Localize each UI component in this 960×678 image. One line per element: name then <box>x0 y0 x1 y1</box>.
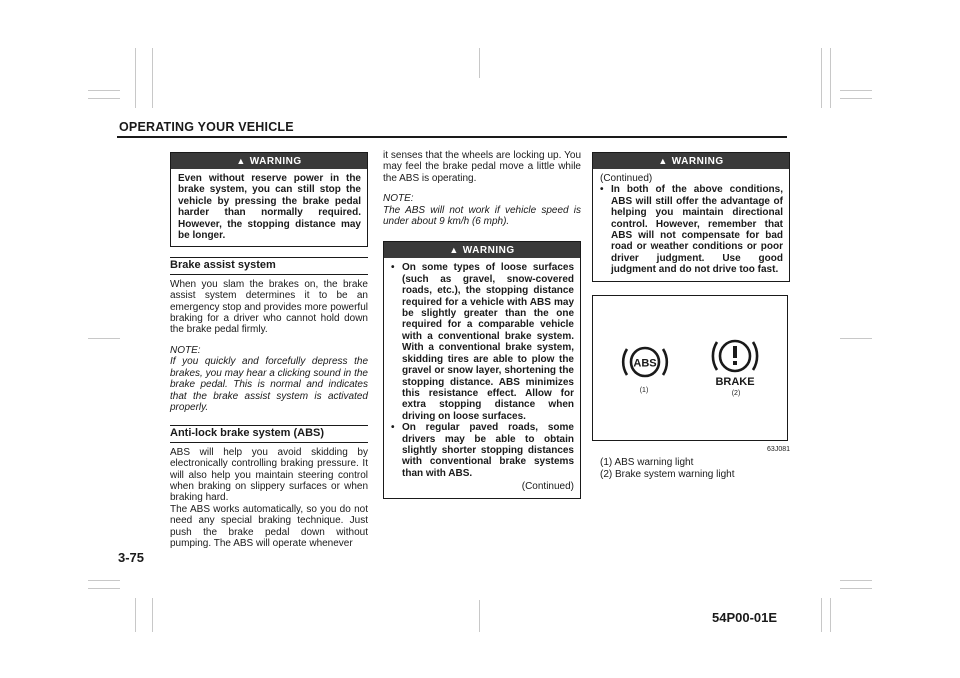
bullet-icon: • <box>391 262 395 274</box>
warning-lights-figure <box>592 295 788 441</box>
crop-mark <box>479 48 480 78</box>
crop-mark <box>479 600 480 632</box>
warning-title: WARNING <box>249 156 302 167</box>
section-heading-abs: Anti-lock brake system (ABS) <box>170 425 368 442</box>
bullet-icon: • <box>391 422 395 434</box>
warning-header <box>593 153 789 169</box>
section-heading-brake-assist: Brake assist system <box>170 257 368 274</box>
crop-mark <box>152 598 153 632</box>
crop-mark <box>88 98 120 99</box>
warning-header <box>384 242 580 258</box>
bullet-icon: • <box>600 184 604 196</box>
abs-symbol-text: ABS <box>633 357 657 370</box>
warning-body <box>384 258 580 497</box>
column-middle <box>383 150 581 499</box>
crop-mark <box>830 598 831 632</box>
warning-title: WARNING <box>671 156 724 167</box>
brake-warning-light-icon <box>713 341 757 388</box>
note-text: If you quickly and forcefully depress the brakes, you may hear a clicking sound in the brake pedal. This is normal and indicates that the brake assist system is activated properly. <box>170 356 368 413</box>
abs-note <box>383 193 581 227</box>
abs-continued-text: it senses that the wheels are locking up. You may feel the brake pedal move a little while the ABS is operating. <box>383 150 581 184</box>
continued-label: (Continued) <box>521 481 574 493</box>
brake-assist-note <box>170 345 368 413</box>
note-label: NOTE: <box>170 344 201 356</box>
crop-mark <box>88 90 120 91</box>
crop-mark <box>88 338 120 339</box>
note-label: NOTE: <box>383 193 414 205</box>
bullet-text: On regular paved roads, some drivers may be able to obtain slightly shorter stopping distances with conventional brake systems than with ABS. <box>402 422 574 479</box>
crop-mark <box>88 588 120 589</box>
crop-mark <box>840 338 872 339</box>
warning-lights-illustration <box>593 296 787 440</box>
bullet-text: On some types of loose surfaces (such as gravel, snow-covered roads, etc.), the stopping distance required for a vehicle with ABS may be slightly greater than the one required for a comparable vehicle with a conventional brake system. With a conventional brake system, skidding tires are able to plow the gravel or snow layer, shortening the stopping distance. ABS minimizes this resistance effect. Allow for extra stopping distance when driving on loose surfaces. <box>402 262 574 422</box>
warning-body <box>593 169 789 281</box>
legend-item: (2) Brake system warning light <box>600 468 735 480</box>
page-header-title: OPERATING YOUR VEHICLE <box>119 120 294 134</box>
warning-box <box>592 152 790 282</box>
warning-triangle-icon: ▲ <box>236 156 246 166</box>
page-number: 3-75 <box>118 550 145 565</box>
figure-code: 63J081 <box>767 445 790 453</box>
abs-warning-light-icon <box>623 348 667 376</box>
crop-mark <box>152 48 153 108</box>
crop-mark <box>135 48 136 108</box>
warning-header <box>171 153 367 169</box>
brake-symbol-text: BRAKE <box>715 375 755 388</box>
document-code: 54P00-01E <box>712 610 778 625</box>
crop-mark <box>840 98 872 99</box>
abs-body-1: ABS will help you avoid skidding by electronically controlling braking pressure. It will also help you maintain steering control when braking on slippery surfaces or when braking hard. <box>170 446 368 504</box>
brake-assist-body: When you slam the brakes on, the brake assist system determines it to be an emergency stop and provides more powerful braking for a driver who cannot hold down the brake pedal firmly. <box>170 278 368 336</box>
warning-triangle-icon: ▲ <box>449 245 459 256</box>
column-left <box>170 152 368 549</box>
warning-box <box>383 241 581 498</box>
warning-bullet <box>391 262 574 422</box>
crop-mark <box>821 598 822 632</box>
crop-mark <box>840 588 872 589</box>
crop-mark <box>840 580 872 581</box>
column-right <box>592 152 790 480</box>
crop-mark <box>88 580 120 581</box>
warning-triangle-icon: ▲ <box>658 156 668 166</box>
crop-mark <box>840 90 872 91</box>
warning-text: Even without reserve power in the brake system, you can still stop the vehicle by pressing the brake pedal harder than normally required. However, the stopping distance may be longer. <box>178 173 361 242</box>
bullet-text: In both of the above conditions, ABS will still offer the advantage of helping you maintain directional control. However, remember that ABS will not compensate for bad road or weather conditions or poor driver judgment. Use good judgment and do not drive too fast. <box>611 184 783 276</box>
warning-bullet <box>600 184 783 275</box>
warning-title: WARNING <box>462 245 515 257</box>
crop-mark <box>830 48 831 108</box>
warning-box <box>170 152 368 247</box>
figure-label-2: (2) <box>731 389 741 397</box>
figure-legend <box>592 457 790 480</box>
warning-body <box>171 169 367 246</box>
legend-item: (1) ABS warning light <box>600 457 694 469</box>
crop-mark <box>135 598 136 632</box>
abs-body-2: The ABS works automatically, so you do not need any special braking technique. Just push the brake pedal down without pumping. The ABS will operate whenever <box>170 503 368 549</box>
header-rule <box>117 136 787 138</box>
note-text: The ABS will not work if vehicle speed is under about 9 km/h (6 mph). <box>383 204 581 228</box>
crop-mark <box>821 48 822 108</box>
figure-label-1: (1) <box>639 386 649 394</box>
continued-label: (Continued) <box>600 173 653 184</box>
warning-bullet <box>391 422 574 479</box>
